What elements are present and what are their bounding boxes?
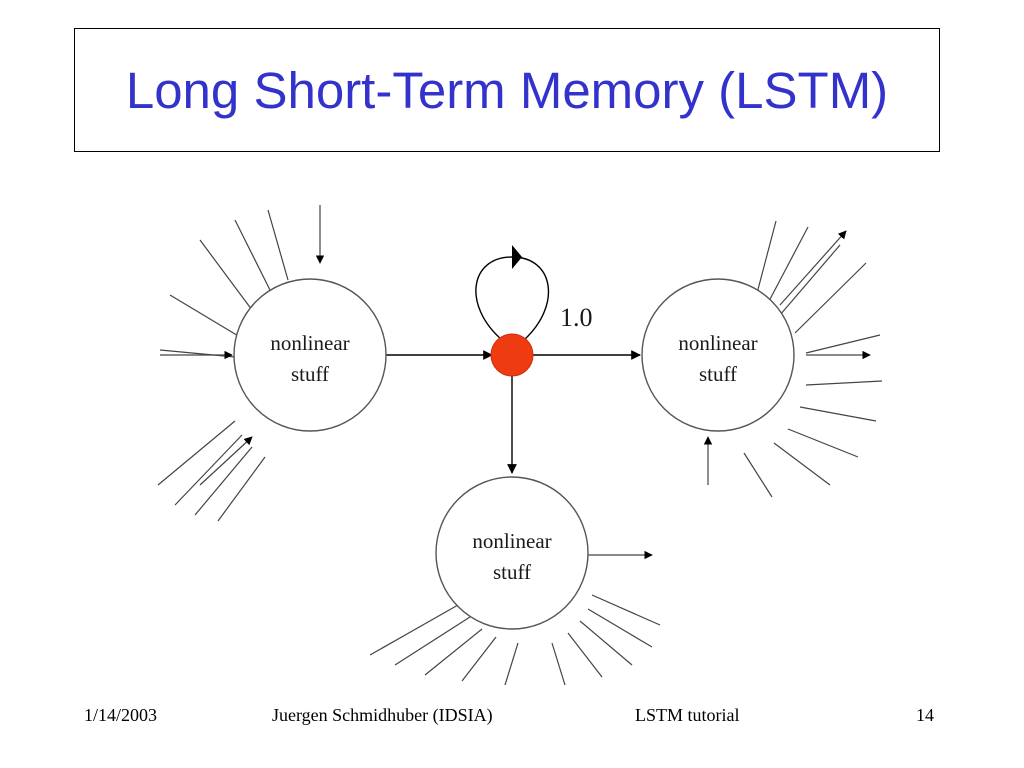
footer-date: 1/14/2003 (84, 705, 158, 725)
footer-page-number: 14 (916, 705, 934, 725)
input-block-label-line2: stuff (290, 362, 330, 386)
constant-error-carousel-node (491, 334, 533, 376)
output-block-node (642, 279, 794, 431)
slide-footer (0, 705, 1024, 735)
gate-block-label-line2: stuff (492, 560, 532, 584)
self-loop-weight-label: 1.0 (560, 303, 593, 332)
input-block-label-line1: nonlinear (270, 331, 350, 355)
slide-title-box (74, 28, 940, 152)
input-block-node (234, 279, 386, 431)
page-title: Long Short-Term Memory (LSTM) (125, 61, 889, 119)
footer-author: Juergen Schmidhuber (IDSIA) (272, 705, 493, 725)
output-block-label-line1: nonlinear (678, 331, 758, 355)
gate-block-label-line1: nonlinear (472, 529, 552, 553)
output-block-label-line2: stuff (698, 362, 738, 386)
lstm-memory-cell-diagram (140, 185, 900, 685)
gate-block-node (436, 477, 588, 629)
footer-topic: LSTM tutorial (635, 705, 740, 725)
